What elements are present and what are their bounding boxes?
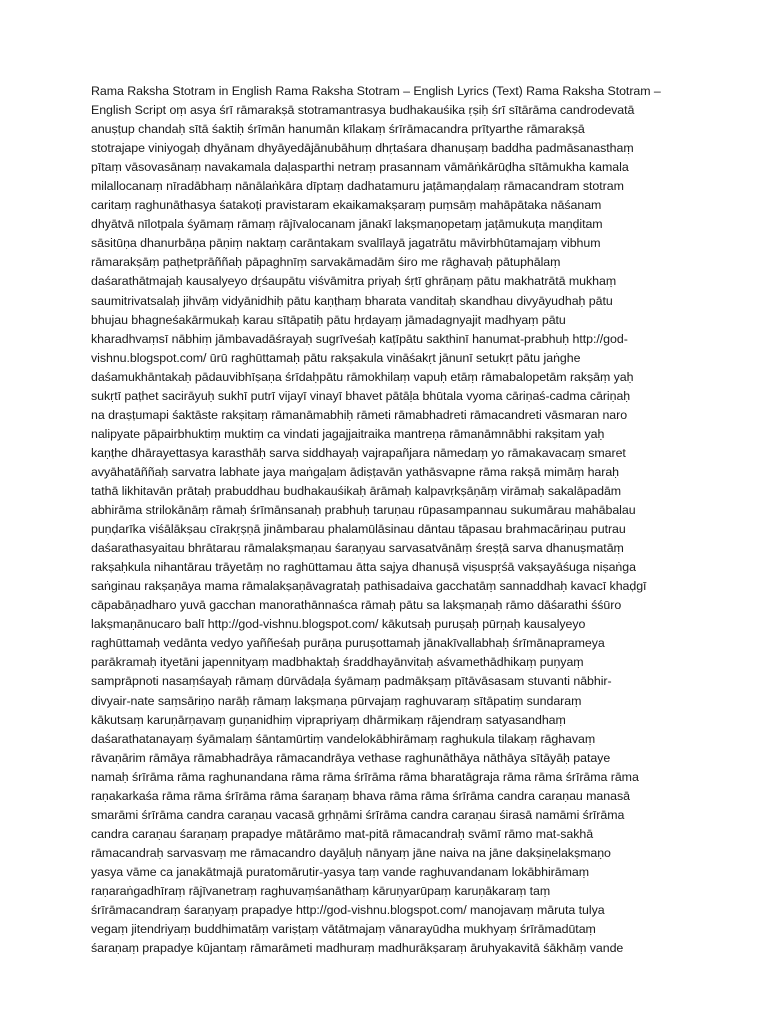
text-line: vishnu.blogspot.com/ ūrū raghūttamaḥ pātu rakṣakula vināśakṛt jānunī setukṛt pātu jaṅghe bbox=[91, 350, 581, 365]
text-line: daśarathasyaitau bhrātarau rāmalakṣmaṇau śaraṇyau sarvasatvānāṃ śreṣṭā sarva dhanuṣmatāṃ bbox=[91, 541, 624, 556]
text-line: nalipyate pāpairbhuktiṃ muktiṃ ca vindati jagajjaitraika mantreṇa rāmanāmnābhi rakṣitam yaḥ bbox=[91, 426, 605, 441]
text-line: rakṣaḥkula nihantārau trāyetāṃ no raghūttamau ātta sajya dhanuṣā viṣuspṛśā vakṣayāśuga niṣaṅga bbox=[91, 560, 636, 575]
text-line: na draṣṭumapi śaktāste rakṣitaṃ rāmanāmabhiḥ rāmeti rāmabhadreti rāmacandreti vāsmaran naro bbox=[91, 407, 628, 422]
text-line: rāmarakṣāṃ paṭhetprāññaḥ pāpaghnīṃ sarvakāmadām śiro me rāghavaḥ pātuphālaṃ bbox=[91, 255, 561, 270]
text-line: anuṣṭup chandaḥ sītā śaktiḥ śrīmān hanumān kīlakaṃ śrīrāmacandra prītyarthe rāmarakṣā bbox=[91, 122, 585, 137]
text-line: sāsitūṇa dhanurbāṇa pāṇiṃ naktaṃ carāntakam svalīlayā jagatrātu māvirbhūtamajaṃ vibhum bbox=[91, 236, 601, 251]
text-line: raghūttamaḥ vedānta vedyo yaññeśaḥ purāṇa puruṣottamaḥ jānakīvallabhaḥ śrīmānaprameya bbox=[91, 636, 605, 651]
text-line: sukṛtī paṭhet sacirāyuḥ sukhī putrī vijayī vinayī bhavet pātāḷa bhūtala vyoma cāriṇaś-cadma cāriṇaḥ bbox=[91, 388, 631, 403]
text-line: divyair-nate saṃsāriṇo narāḥ rāmaṃ lakṣmaṇa pūrvajaṃ raghuvaraṃ sītāpatiṃ sundaraṃ bbox=[91, 693, 582, 708]
text-line: śaraṇaṃ prapadye kūjantaṃ rāmarāmeti madhuraṃ madhurākṣaraṃ āruhyakavitā śākhāṃ vande bbox=[91, 941, 624, 956]
text-line: raṇaraṅgadhīraṃ rājīvanetraṃ raghuvaṃśanāthaṃ kāruṇyarūpaṃ karuṇākaraṃ taṃ bbox=[91, 883, 551, 898]
text-line: dhyātvā nīlotpala śyāmaṃ rāmaṃ rājīvalocanam jānakī lakṣmaṇopetaṃ jaṭāmukuṭa maṇḍitam bbox=[91, 217, 603, 232]
text-line: saṅginau rakṣaṇāya mama rāmalakṣaṇāvagrataḥ pathisadaiva gacchatāṃ sannaddhaḥ kavacī khaḍgī bbox=[91, 579, 647, 594]
text-line: kākutsaṃ karuṇārṇavaṃ guṇanidhiṃ viprapriyaṃ dhārmikaṃ rājendraṃ satyasandhaṃ bbox=[91, 712, 566, 727]
text-line: samprāpnoti nasaṃśayaḥ rāmaṃ dūrvādaḷa śyāmaṃ padmākṣaṃ pītāvāsasam stuvanti nābhir- bbox=[91, 674, 612, 689]
text-line: lakṣmaṇānucaro balī http://god-vishnu.blogspot.com/ kākutsaḥ puruṣaḥ pūrṇaḥ kausalyeyo bbox=[91, 617, 586, 632]
text-line: kaṇṭhe dhārayettasya karasthāḥ sarva siddhayaḥ vajrapañjara nāmedaṃ yo rāmakavacaṃ smaret bbox=[91, 445, 626, 460]
text-line: parākramaḥ ityetāni japennityaṃ madbhaktaḥ śraddhayānvitaḥ aśvamethādhikaṃ puṇyaṃ bbox=[91, 655, 584, 670]
text-line: vegaṃ jitendriyaṃ buddhimatāṃ variṣṭaṃ vātātmajaṃ vānarayūdha mukhyaṃ śrīrāmadūtaṃ bbox=[91, 922, 596, 937]
text-line: namaḥ śrīrāma rāma raghunandana rāma rāma śrīrāma rāma bharatāgraja rāma rāma śrīrāma rāma bbox=[91, 769, 639, 784]
text-line: rāmacandraḥ sarvasvaṃ me rāmacandro dayāḷuḥ nānyaṃ jāne naiva na jāne dakṣiṇelakṣmaṇo bbox=[91, 845, 611, 860]
text-line: abhirāma strilokānāṃ rāmaḥ śrīmānsanaḥ prabhuḥ taruṇau rūpasampannau sukumārau mahābalau bbox=[91, 503, 636, 518]
text-line: avyāhatāññaḥ sarvatra labhate jaya maṅgaḷam ādiṣṭavān yathāsvapne rāma rakṣā mimāṃ haraḥ bbox=[91, 464, 620, 479]
text-line: stotrajape viniyogaḥ dhyānam dhyāyedājānubāhuṃ dhṛtaśara dhanuṣaṃ baddha padmāsanasthaṃ bbox=[91, 141, 634, 156]
text-line: puṇḍarīka viśālākṣau cīrakṛṣṇā jināmbarau phalamūlāsinau dāntau tāpasau brahmacāriṇau putrau bbox=[91, 522, 626, 537]
text-line: kharadhvaṃsī nābhiṃ jāmbavadāśrayaḥ sugrīveśaḥ kaṭīpātu sakthinī hanumat-prabhuḥ http://god- bbox=[91, 331, 628, 346]
text-line: caritaṃ raghunāthasya śatakoṭi pravistaram ekaikamakṣaraṃ puṃsāṃ mahāpātaka nāśanam bbox=[91, 198, 602, 213]
text-line: rāvaṇārim rāmāya rāmabhadrāya rāmacandrāya vethase raghunāthāya nāthāya sītāyāḥ pataye bbox=[91, 750, 611, 765]
text-line: tathā likhitavān prātaḥ prabuddhau budhakauśikaḥ ārāmaḥ kalpavṛkṣāṇāṃ virāmaḥ sakalāpadām bbox=[91, 483, 622, 498]
text-line: pītaṃ vāsovasānaṃ navakamala daḷasparthi netraṃ prasannam vāmāṅkārūḍha sītāmukha kamala bbox=[91, 160, 629, 175]
text-line: daśamukhāntakaḥ pādauvibhīṣaṇa śrīdaḥpātu rāmokhilaṃ vapuḥ etāṃ rāmabalopetām rakṣāṃ yaḥ bbox=[91, 369, 634, 384]
text-line: daśarathatanayaṃ śyāmalaṃ śāntamūrtiṃ vandelokābhirāmaṃ raghukula tilakaṃ rāghavaṃ bbox=[91, 731, 596, 746]
text-line: raṇakarkaśa rāma rāma śrīrāma rāma śaraṇaṃ bhava rāma rāma śrīrāma candra caraṇau manasā bbox=[91, 788, 630, 803]
text-line: English Script oṃ asya śrī rāmarakṣā stotramantrasya budhakauśika ṛṣiḥ śrī sītārāma candrodevatā bbox=[91, 103, 635, 118]
text-line: cāpabāṇadharo yuvā gacchan manorathānnaśca rāmaḥ pātu sa lakṣmaṇaḥ rāmo dāśarathi śśūro bbox=[91, 598, 622, 613]
text-line: daśarathātmajaḥ kausalyeyo dṛśaupātu viśvāmitra priyaḥ śṛtī ghrāṇaṃ pātu makhatrātā mukhaṃ bbox=[91, 274, 617, 289]
text-line: smarāmi śrīrāma candra caraṇau vacasā gṛhṇāmi śrīrāma candra caraṇau śirasā namāmi śrīrāma bbox=[91, 807, 625, 822]
text-line: śrīrāmacandraṃ śaraṇyaṃ prapadye http://god-vishnu.blogspot.com/ manojavaṃ māruta tulya bbox=[91, 903, 605, 918]
text-line: yasya vāme ca janakātmajā puratomārutir-yasya taṃ vande raghuvandanam lokābhirāmaṃ bbox=[91, 864, 589, 879]
text-line: candra caraṇau śaraṇaṃ prapadye mātārāmo mat-pitā rāmacandraḥ svāmī rāmo mat-sakhā bbox=[91, 826, 594, 841]
text-line: Rama Raksha Stotram in English Rama Raksha Stotram – English Lyrics (Text) Rama Raksha Stotram – bbox=[91, 84, 661, 98]
stotram-text-block bbox=[91, 82, 691, 958]
text-line: milallocanaṃ nīradābhaṃ nānālaṅkāra dīptaṃ dadhatamuru jaṭāmaṇḍalaṃ rāmacandram stotram bbox=[91, 179, 624, 194]
text-line: bhujau bhagneśakārmukaḥ karau sītāpatiḥ pātu hṛdayaṃ jāmadagnyajit madhyaṃ pātu bbox=[91, 312, 566, 327]
text-line: saumitrivatsalaḥ jihvāṃ vidyānidhiḥ pātu kaṇṭhaṃ bharata vanditaḥ skandhau divyāyudhaḥ pātu bbox=[91, 293, 613, 308]
